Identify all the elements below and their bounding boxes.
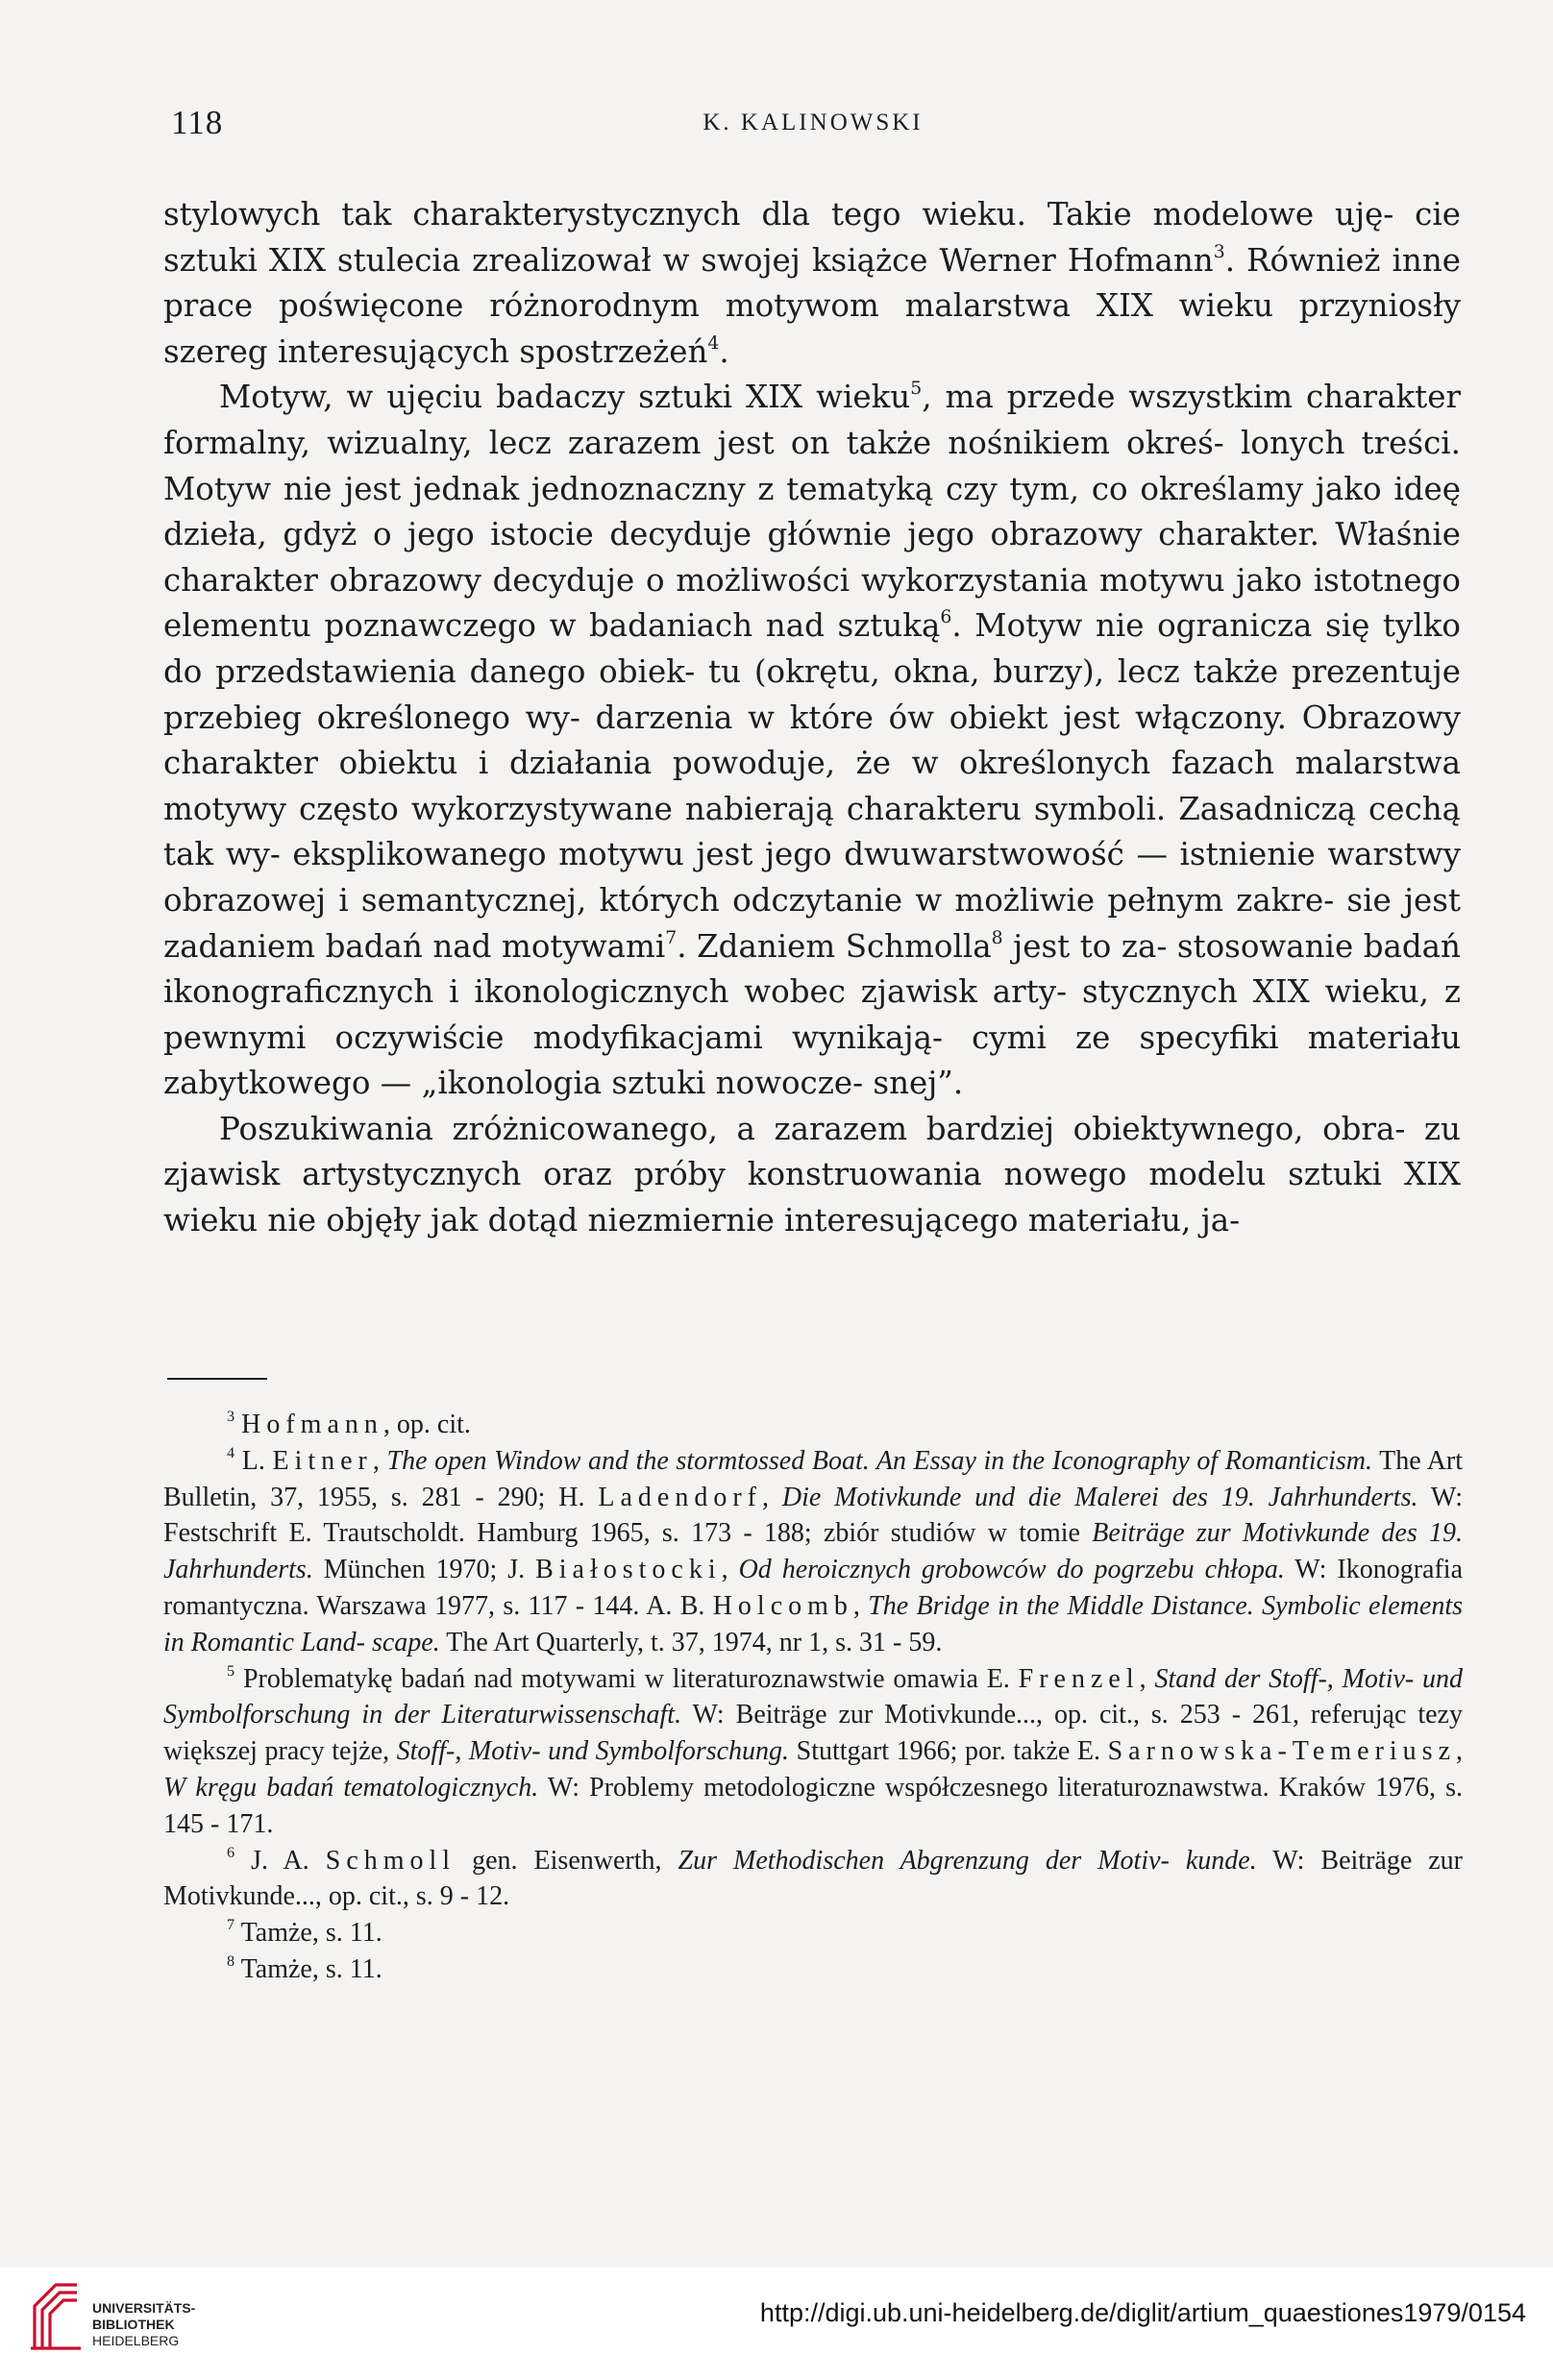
text-run: Stuttgart 1966; por. także E.: [789, 1736, 1108, 1767]
page-number: 118: [171, 104, 224, 141]
footnote-6: [163, 1843, 1463, 1916]
footnote-number: 4: [227, 1443, 235, 1461]
author-name: Eitner: [272, 1445, 373, 1476]
author-name: Frenzel: [1018, 1663, 1140, 1694]
work-title: Stoff-, Motiv- und Symbolforschung.: [396, 1736, 790, 1767]
work-title: Stand der Stoff-, Motiv- und Symbolforschung in der Literaturwissenschaft.: [163, 1663, 1464, 1730]
work-title: The open Window and the stormtossed Boat. An Essay in the Iconography of Romanticism.: [386, 1445, 1372, 1476]
footnote-8: [163, 1951, 1463, 1988]
footnote-number: 7: [227, 1915, 235, 1933]
text-run: , ma przede wszystkim charakter formalny, wizualny, lecz zarazem jest on także nośnikiem okreś- lonych treści. Motyw nie jest jednak jednoznaczny z tematyką czy tym, co określamy jako ideę dzieła, gdyż o jego istocie decyduje głównie jego obrazowy charakter. Właśnie charakter obrazowy decyduje o możliwości wykorzystania motywu jako istotnego elementu poznawczego w badaniach nad sztuką: [163, 379, 1461, 645]
text-run: The Art Bulletin, 37, 1955, s. 281 - 290; H.: [163, 1445, 1464, 1512]
text-run: gen. Eisenwerth,: [456, 1845, 678, 1876]
text-run: . Również inne prace poświęcone różnorodnym motywom malarstwa XIX wieku przyniosły szereg interesujących spostrzeżeń: [163, 241, 1462, 370]
footnote-number: 6: [227, 1843, 235, 1861]
text-run: ,: [852, 1590, 869, 1621]
text-run: The Art Quarterly, t. 37, 1974, nr 1, s. 31 - 59.: [439, 1627, 943, 1657]
work-title: The Bridge in the Middle Distance. Symbolic elements in Romantic Land- scape.: [163, 1590, 1463, 1657]
text-run: stylowych tak charakterystycznych dla tego wieku. Takie modelowe uję- cie sztuki XIX stulecia zrealizował w swojej książce Werner Hofmann: [163, 196, 1461, 279]
paragraph-1: [163, 192, 1461, 375]
text-run: München 1970; J.: [312, 1555, 536, 1585]
work-title: Beiträge zur Motivkunde des 19. Jahrhunderts.: [163, 1518, 1463, 1585]
text-run: W: Problemy metodologiczne współczesnego literaturoznawstwa. Kraków 1976, s. 145 - 171.: [163, 1772, 1463, 1839]
text-run: . Zdaniem Schmolla: [677, 927, 992, 965]
text-run: ,: [372, 1445, 387, 1476]
logo-strokes: [31, 2285, 81, 2348]
work-title: Zur Methodischen Abgrenzung der Motiv- kunde.: [678, 1845, 1257, 1876]
footnote-ref: 6: [940, 607, 952, 628]
library-name-line: BIBLIOTHEK: [92, 2317, 175, 2332]
footnote-divider: [167, 1378, 267, 1380]
footnotes: [163, 1407, 1463, 1988]
footnote-number: 8: [227, 1951, 235, 1970]
author-name: Holcomb: [712, 1590, 853, 1621]
text-run: ,: [1456, 1736, 1463, 1767]
footnote-ref: 4: [707, 332, 720, 354]
text-run: J. A.: [251, 1845, 326, 1876]
library-name-line: HEIDELBERG: [92, 2333, 180, 2348]
work-title: W kręgu badań tematologicznych.: [163, 1772, 539, 1803]
footnote-ref: 3: [1213, 241, 1225, 262]
footnote-ref: 5: [910, 379, 923, 400]
work-title: Die Motivkunde und die Malerei des 19. Jahrhunderts.: [781, 1482, 1418, 1512]
author-name: Ladendorf: [598, 1482, 762, 1512]
footnote-5: [163, 1661, 1463, 1843]
work-title: Od heroicznych grobowców do pogrzebu chłopa.: [738, 1555, 1285, 1585]
author-name: Hofmann: [241, 1410, 383, 1439]
author-name: Białostocki: [535, 1555, 722, 1585]
text-run: Tamże, s. 11.: [240, 1918, 382, 1949]
text-run: ,: [721, 1555, 739, 1585]
text-run: , op. cit.: [382, 1410, 471, 1439]
permalink-url[interactable]: http://digi.ub.uni-heidelberg.de/diglit/artium_quaestiones1979/0154: [759, 2298, 1526, 2327]
footnote-number: 5: [227, 1661, 235, 1680]
text-run: . Motyw nie ogranicza się tylko do przedstawienia danego obiek- tu (okrętu, okna, burzy), lecz także prezentuje przebieg określonego wy- darzenia w które ów obiekt jest włączony. Obrazowy charakter obiektu i działania powoduje, że w określonych fazach malarstwa motywy często wykorzystywane nabierają charakteru symboli. Zasadniczą cechą tak wy- eksplikowanego motywu jest jego dwuwarstwowość — istnienie warstwy obrazowej i semantycznej, których odczytanie w możliwie pełnym zakre- sie jest zadaniem badań nad motywami: [163, 607, 1461, 965]
author-name: Schmoll: [325, 1845, 456, 1876]
text-run: .: [719, 332, 729, 370]
text-run: L.: [241, 1445, 273, 1476]
page-header: [165, 104, 1461, 142]
footnote-ref: 7: [665, 927, 678, 948]
body-text: [163, 192, 1461, 1244]
text-run: Tamże, s. 11.: [240, 1953, 382, 1984]
running-head: K. KALINOWSKI: [703, 110, 924, 135]
text-run: W: Beiträge zur Motivkunde..., op. cit., s. 253 - 261, referując tezy większej pracy tejże,: [163, 1700, 1463, 1767]
footnote-3: [163, 1407, 1463, 1443]
author-name: Sarnowska-Temeriusz: [1107, 1736, 1456, 1767]
footnote-7: [163, 1915, 1463, 1951]
text-run: ,: [1139, 1663, 1155, 1694]
text-run: W: Festschrift E. Trautscholdt. Hamburg 1965, s. 173 - 188; zbiór studiów w tomie: [163, 1482, 1463, 1549]
paragraph-2: [163, 375, 1461, 1107]
text-run: W: Ikonografia romantyczna. Warszawa 1977, s. 117 - 144. A. B.: [163, 1555, 1464, 1621]
text-run: Problematykę badań nad motywami w literaturoznawstwie omawia E.: [242, 1663, 1019, 1694]
paragraph-3: Poszukiwania zróżnicowanego, a zarazem bardziej obiektywnego, obra- zu zjawisk artystycznych oraz próby konstruowania nowego modelu sztuki XIX wieku nie objęły jak dotąd niezmiernie interesującego materiału, ja-: [163, 1110, 1461, 1239]
footnote-4: [163, 1443, 1463, 1661]
text-run: Motyw, w ujęciu badaczy sztuki XIX wieku: [219, 379, 911, 416]
library-name: [92, 2300, 195, 2349]
text-run: ,: [761, 1482, 782, 1512]
library-name-line: UNIVERSITÄTS-: [92, 2300, 196, 2316]
text-run: jest to za- stosowanie badań ikonograficznych i ikonologicznych wobec zjawisk arty- stycznych XIX wieku, z pewnymi oczywiście modyfikacjami wynikają- cymi ze specyfiki materiału zabytkowego — „ikonologia sztuki nowocze- snej”.: [163, 927, 1461, 1102]
footnote-number: 3: [227, 1407, 235, 1425]
text-run: W: Beiträge zur Motivkunde..., op. cit., s. 9 - 12.: [163, 1845, 1464, 1912]
ub-heidelberg-logo-icon: [27, 2277, 85, 2356]
footnote-ref: 8: [991, 927, 1003, 948]
footer-bar: [0, 2268, 1553, 2380]
